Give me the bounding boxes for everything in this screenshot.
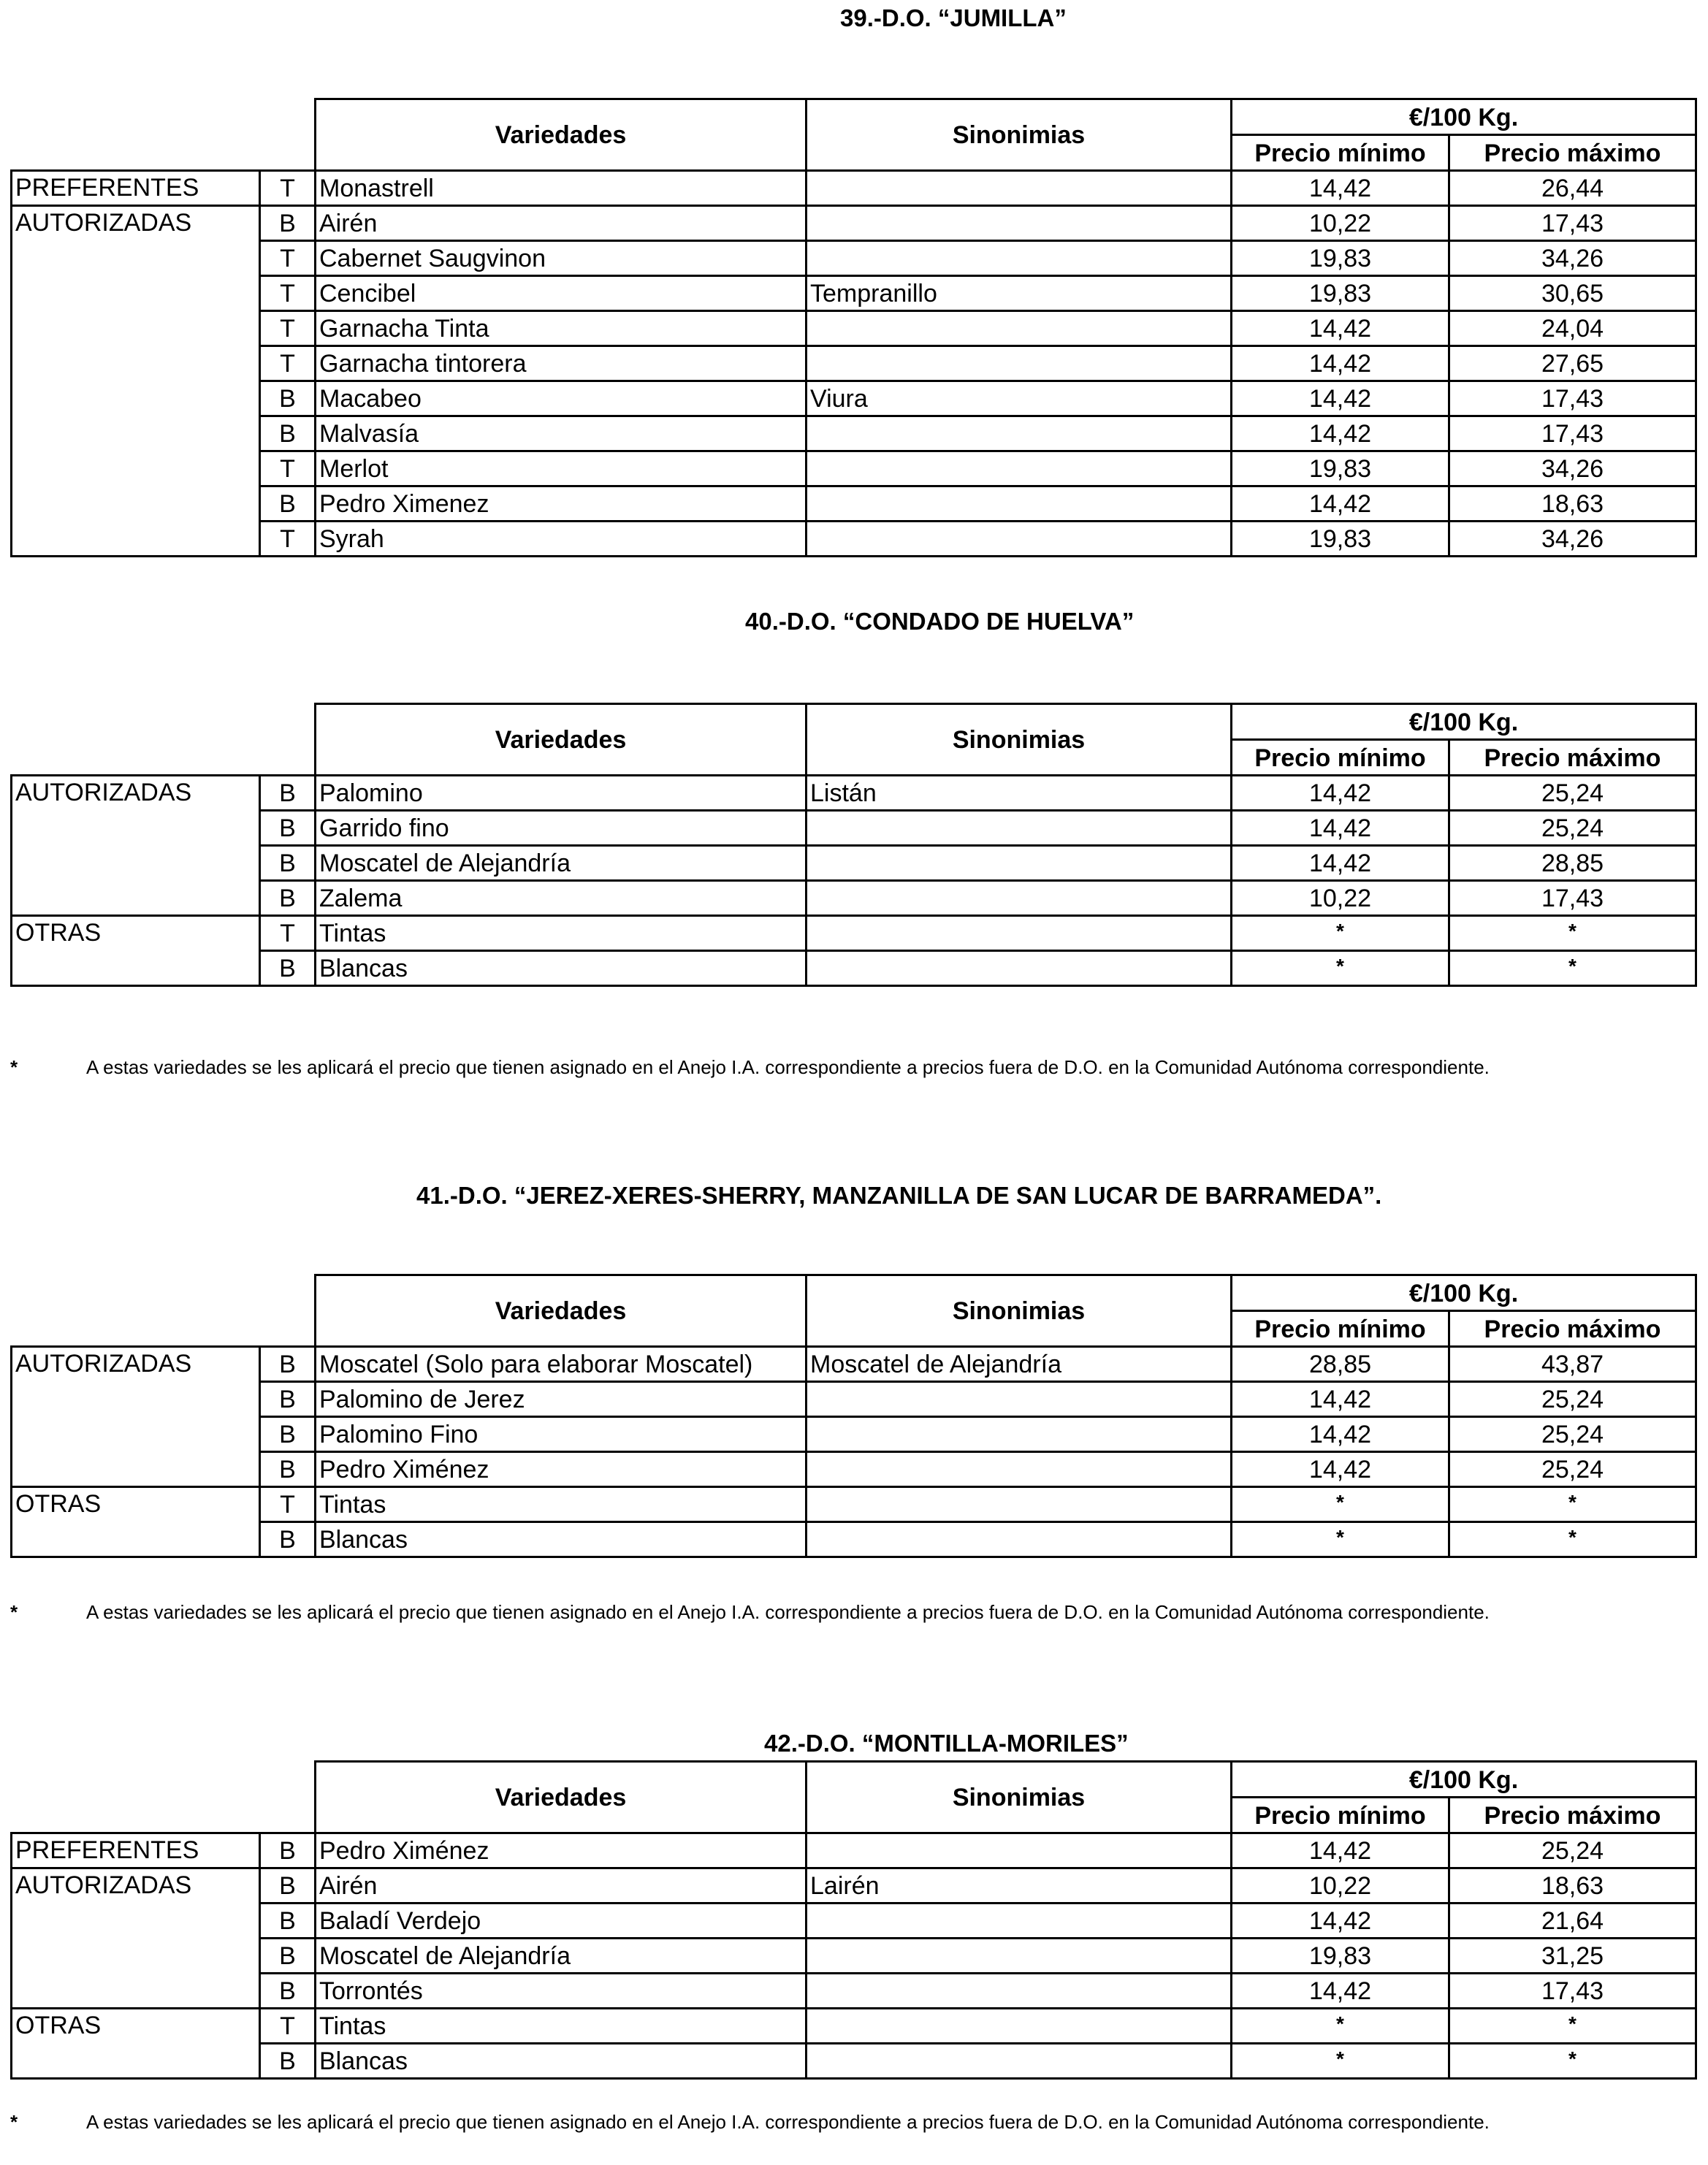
synonym-cell: Tempranillo: [807, 276, 1232, 311]
color-cell: B: [260, 381, 316, 416]
header-max-price: Precio máximo: [1449, 135, 1696, 171]
min-price-cell: *: [1232, 2009, 1449, 2044]
table-row: [12, 1417, 1696, 1452]
max-price-cell: 34,26: [1449, 451, 1696, 486]
max-price-cell: 17,43: [1449, 206, 1696, 241]
max-price-cell: 24,04: [1449, 311, 1696, 346]
min-price-cell: 14,42: [1232, 1833, 1449, 1868]
min-price-cell: 14,42: [1232, 776, 1449, 811]
max-price-cell: 25,24: [1449, 1382, 1696, 1417]
max-price-cell: 26,44: [1449, 171, 1696, 206]
table-row: [12, 1487, 1696, 1522]
color-cell: B: [260, 1417, 316, 1452]
min-price-cell: 14,42: [1232, 811, 1449, 846]
min-price-cell: *: [1232, 2044, 1449, 2079]
table-row: [12, 346, 1696, 381]
variety-cell: Pedro Ximenez: [316, 486, 807, 522]
section-number: 41.-: [416, 1182, 458, 1209]
variety-cell: Pedro Ximénez: [316, 1833, 807, 1868]
table-row: [12, 241, 1696, 276]
table-row: [12, 451, 1696, 486]
max-price-cell: *: [1449, 916, 1696, 951]
min-price-cell: 14,42: [1232, 1974, 1449, 2009]
variety-cell: Tintas: [316, 1487, 807, 1522]
table-row: [12, 1974, 1696, 2009]
max-price-cell: 18,63: [1449, 486, 1696, 522]
category-cell: PREFERENTES: [12, 171, 260, 206]
min-price-cell: 14,42: [1232, 1382, 1449, 1417]
header-varieties: Variedades: [316, 704, 807, 776]
variety-cell: Moscatel de Alejandría: [316, 846, 807, 881]
min-price-cell: *: [1232, 1522, 1449, 1557]
category-cell: OTRAS: [12, 1487, 260, 1557]
color-cell: T: [260, 346, 316, 381]
max-price-cell: *: [1449, 1522, 1696, 1557]
table-row: [12, 916, 1696, 951]
header-min-price: Precio mínimo: [1232, 740, 1449, 776]
category-cell: AUTORIZADAS: [12, 1868, 260, 2009]
header-spacer: [12, 704, 316, 776]
color-cell: T: [260, 1487, 316, 1522]
min-price-cell: 10,22: [1232, 206, 1449, 241]
table-row: [12, 1522, 1696, 1557]
section-name: D.O. “CONDADO DE HUELVA”: [786, 608, 1135, 635]
color-cell: B: [260, 416, 316, 451]
section-title-39: [840, 4, 1067, 32]
price-table-42: [10, 1760, 1697, 2080]
footnote-mark: *: [10, 1056, 18, 1078]
synonym-cell: Viura: [807, 381, 1232, 416]
max-price-cell: 43,87: [1449, 1347, 1696, 1382]
footnote-42: [10, 2109, 1698, 2134]
section-number: 42.-: [764, 1730, 806, 1757]
header-min-price: Precio mínimo: [1232, 1798, 1449, 1833]
category-cell: AUTORIZADAS: [12, 206, 260, 557]
synonym-cell: [807, 2009, 1232, 2044]
min-price-cell: 14,42: [1232, 416, 1449, 451]
header-price-unit: €/100 Kg.: [1232, 1275, 1696, 1311]
variety-cell: Monastrell: [316, 171, 807, 206]
table-row: [12, 416, 1696, 451]
variety-cell: Zalema: [316, 881, 807, 916]
table-row: [12, 846, 1696, 881]
color-cell: B: [260, 206, 316, 241]
category-cell: OTRAS: [12, 2009, 260, 2079]
synonym-cell: [807, 311, 1232, 346]
table-row: [12, 1452, 1696, 1487]
synonym-cell: [807, 1974, 1232, 2009]
variety-cell: Cabernet Saugvinon: [316, 241, 807, 276]
variety-cell: Blancas: [316, 2044, 807, 2079]
variety-cell: Syrah: [316, 522, 807, 557]
max-price-cell: *: [1449, 2009, 1696, 2044]
synonym-cell: [807, 241, 1232, 276]
min-price-cell: 14,42: [1232, 171, 1449, 206]
table-row: [12, 1382, 1696, 1417]
synonym-cell: Lairén: [807, 1868, 1232, 1904]
min-price-cell: 14,42: [1232, 846, 1449, 881]
table-row: [12, 1868, 1696, 1904]
header-spacer: [12, 1762, 316, 1833]
max-price-cell: 25,24: [1449, 776, 1696, 811]
min-price-cell: 14,42: [1232, 1452, 1449, 1487]
variety-cell: Garnacha tintorera: [316, 346, 807, 381]
header-price-unit: €/100 Kg.: [1232, 1762, 1696, 1798]
max-price-cell: *: [1449, 951, 1696, 986]
synonym-cell: [807, 2044, 1232, 2079]
price-table-40: [10, 703, 1697, 987]
max-price-cell: 25,24: [1449, 811, 1696, 846]
header-synonyms: Sinonimias: [807, 1762, 1232, 1833]
synonym-cell: [807, 1417, 1232, 1452]
table-row: [12, 1904, 1696, 1939]
table-row: [12, 206, 1696, 241]
header-synonyms: Sinonimias: [807, 1275, 1232, 1347]
variety-cell: Garnacha Tinta: [316, 311, 807, 346]
table-row: [12, 881, 1696, 916]
header-min-price: Precio mínimo: [1232, 135, 1449, 171]
color-cell: T: [260, 276, 316, 311]
color-cell: T: [260, 241, 316, 276]
color-cell: B: [260, 1522, 316, 1557]
min-price-cell: 14,42: [1232, 486, 1449, 522]
synonym-cell: [807, 916, 1232, 951]
variety-cell: Palomino: [316, 776, 807, 811]
synonym-cell: [807, 1833, 1232, 1868]
variety-cell: Cencibel: [316, 276, 807, 311]
synonym-cell: [807, 486, 1232, 522]
max-price-cell: 17,43: [1449, 881, 1696, 916]
header-price-unit: €/100 Kg.: [1232, 99, 1696, 135]
footnote-40: [10, 1055, 1698, 1080]
max-price-cell: *: [1449, 1487, 1696, 1522]
table-row: [12, 1833, 1696, 1868]
max-price-cell: 18,63: [1449, 1868, 1696, 1904]
max-price-cell: 30,65: [1449, 276, 1696, 311]
section-title-42: [764, 1730, 1129, 1757]
variety-cell: Pedro Ximénez: [316, 1452, 807, 1487]
synonym-cell: Moscatel de Alejandría: [807, 1347, 1232, 1382]
min-price-cell: 19,83: [1232, 522, 1449, 557]
footnote-text: A estas variedades se les aplicará el precio que tienen asignado en el Anejo I.A. correspondiente a precios fuera de D.O. en la Comunidad Autónoma correspondiente.: [86, 2111, 1490, 2133]
table-row: [12, 486, 1696, 522]
min-price-cell: 10,22: [1232, 881, 1449, 916]
table-row: [12, 522, 1696, 557]
variety-cell: Airén: [316, 1868, 807, 1904]
section-number: 40.-: [745, 608, 787, 635]
table-row: [12, 276, 1696, 311]
price-table-41: [10, 1274, 1697, 1558]
header-synonyms: Sinonimias: [807, 99, 1232, 171]
synonym-cell: [807, 951, 1232, 986]
synonym-cell: [807, 416, 1232, 451]
table-row: [12, 811, 1696, 846]
color-cell: B: [260, 1904, 316, 1939]
min-price-cell: 14,42: [1232, 381, 1449, 416]
color-cell: B: [260, 846, 316, 881]
header-price-unit: €/100 Kg.: [1232, 704, 1696, 740]
section-title-41: [416, 1182, 1381, 1210]
color-cell: B: [260, 1833, 316, 1868]
max-price-cell: 17,43: [1449, 381, 1696, 416]
color-cell: T: [260, 171, 316, 206]
variety-cell: Tintas: [316, 2009, 807, 2044]
header-varieties: Variedades: [316, 1275, 807, 1347]
color-cell: T: [260, 916, 316, 951]
header-synonyms: Sinonimias: [807, 704, 1232, 776]
max-price-cell: 34,26: [1449, 241, 1696, 276]
table-row: [12, 171, 1696, 206]
color-cell: T: [260, 522, 316, 557]
min-price-cell: 19,83: [1232, 1939, 1449, 1974]
color-cell: B: [260, 1382, 316, 1417]
color-cell: T: [260, 451, 316, 486]
color-cell: B: [260, 1452, 316, 1487]
color-cell: B: [260, 776, 316, 811]
color-cell: B: [260, 1347, 316, 1382]
header-min-price: Precio mínimo: [1232, 1311, 1449, 1347]
synonym-cell: [807, 881, 1232, 916]
table-row: [12, 951, 1696, 986]
color-cell: B: [260, 1974, 316, 2009]
table-row: [12, 2044, 1696, 2079]
footnote-41: [10, 1600, 1698, 1624]
min-price-cell: *: [1232, 1487, 1449, 1522]
table-row: [12, 776, 1696, 811]
synonym-cell: [807, 522, 1232, 557]
color-cell: B: [260, 2044, 316, 2079]
variety-cell: Moscatel (Solo para elaborar Moscatel): [316, 1347, 807, 1382]
table-row: [12, 2009, 1696, 2044]
section-name: D.O. “JUMILLA”: [881, 4, 1067, 31]
price-table-39: [10, 98, 1697, 557]
footnote-mark: *: [10, 2111, 18, 2133]
min-price-cell: 14,42: [1232, 311, 1449, 346]
synonym-cell: [807, 1487, 1232, 1522]
table-row: [12, 1939, 1696, 1974]
category-cell: OTRAS: [12, 916, 260, 986]
min-price-cell: 14,42: [1232, 1904, 1449, 1939]
header-varieties: Variedades: [316, 1762, 807, 1833]
category-cell: AUTORIZADAS: [12, 1347, 260, 1487]
min-price-cell: *: [1232, 951, 1449, 986]
table-row: [12, 311, 1696, 346]
table-row: [12, 381, 1696, 416]
min-price-cell: 14,42: [1232, 1417, 1449, 1452]
variety-cell: Torrontés: [316, 1974, 807, 2009]
synonym-cell: [807, 1382, 1232, 1417]
synonym-cell: [807, 1522, 1232, 1557]
color-cell: B: [260, 1939, 316, 1974]
color-cell: T: [260, 2009, 316, 2044]
min-price-cell: *: [1232, 916, 1449, 951]
synonym-cell: [807, 206, 1232, 241]
color-cell: B: [260, 811, 316, 846]
max-price-cell: 25,24: [1449, 1452, 1696, 1487]
table-row: [12, 1347, 1696, 1382]
max-price-cell: 17,43: [1449, 1974, 1696, 2009]
max-price-cell: 21,64: [1449, 1904, 1696, 1939]
header-spacer: [12, 99, 316, 171]
variety-cell: Macabeo: [316, 381, 807, 416]
color-cell: B: [260, 881, 316, 916]
variety-cell: Tintas: [316, 916, 807, 951]
category-cell: AUTORIZADAS: [12, 776, 260, 916]
variety-cell: Moscatel de Alejandría: [316, 1939, 807, 1974]
max-price-cell: 31,25: [1449, 1939, 1696, 1974]
min-price-cell: 19,83: [1232, 276, 1449, 311]
variety-cell: Baladí Verdejo: [316, 1904, 807, 1939]
variety-cell: Merlot: [316, 451, 807, 486]
color-cell: B: [260, 486, 316, 522]
min-price-cell: 19,83: [1232, 451, 1449, 486]
variety-cell: Garrido fino: [316, 811, 807, 846]
synonym-cell: [807, 811, 1232, 846]
synonym-cell: Listán: [807, 776, 1232, 811]
header-max-price: Precio máximo: [1449, 1311, 1696, 1347]
footnote-mark: *: [10, 1601, 18, 1623]
min-price-cell: 14,42: [1232, 346, 1449, 381]
category-cell: PREFERENTES: [12, 1833, 260, 1868]
max-price-cell: 34,26: [1449, 522, 1696, 557]
max-price-cell: *: [1449, 2044, 1696, 2079]
header-max-price: Precio máximo: [1449, 740, 1696, 776]
section-number: 39.-: [840, 4, 882, 31]
header-max-price: Precio máximo: [1449, 1798, 1696, 1833]
synonym-cell: [807, 451, 1232, 486]
variety-cell: Airén: [316, 206, 807, 241]
section-title-40: [745, 608, 1134, 635]
variety-cell: Palomino Fino: [316, 1417, 807, 1452]
max-price-cell: 25,24: [1449, 1417, 1696, 1452]
color-cell: B: [260, 1868, 316, 1904]
synonym-cell: [807, 1939, 1232, 1974]
synonym-cell: [807, 1904, 1232, 1939]
footnote-text: A estas variedades se les aplicará el precio que tienen asignado en el Anejo I.A. correspondiente a precios fuera de D.O. en la Comunidad Autónoma correspondiente.: [86, 1601, 1490, 1623]
variety-cell: Malvasía: [316, 416, 807, 451]
synonym-cell: [807, 846, 1232, 881]
variety-cell: Palomino de Jerez: [316, 1382, 807, 1417]
max-price-cell: 28,85: [1449, 846, 1696, 881]
color-cell: T: [260, 311, 316, 346]
min-price-cell: 19,83: [1232, 241, 1449, 276]
variety-cell: Blancas: [316, 1522, 807, 1557]
max-price-cell: 27,65: [1449, 346, 1696, 381]
header-varieties: Variedades: [316, 99, 807, 171]
min-price-cell: 28,85: [1232, 1347, 1449, 1382]
max-price-cell: 17,43: [1449, 416, 1696, 451]
max-price-cell: 25,24: [1449, 1833, 1696, 1868]
synonym-cell: [807, 171, 1232, 206]
synonym-cell: [807, 1452, 1232, 1487]
min-price-cell: 10,22: [1232, 1868, 1449, 1904]
section-name: D.O. “JEREZ-XERES-SHERRY, MANZANILLA DE SAN LUCAR DE BARRAMEDA”.: [457, 1182, 1382, 1209]
footnote-text: A estas variedades se les aplicará el precio que tienen asignado en el Anejo I.A. correspondiente a precios fuera de D.O. en la Comunidad Autónoma correspondiente.: [86, 1056, 1490, 1078]
section-name: D.O. “MONTILLA-MORILES”: [805, 1730, 1129, 1757]
color-cell: B: [260, 951, 316, 986]
variety-cell: Blancas: [316, 951, 807, 986]
header-spacer: [12, 1275, 316, 1347]
synonym-cell: [807, 346, 1232, 381]
